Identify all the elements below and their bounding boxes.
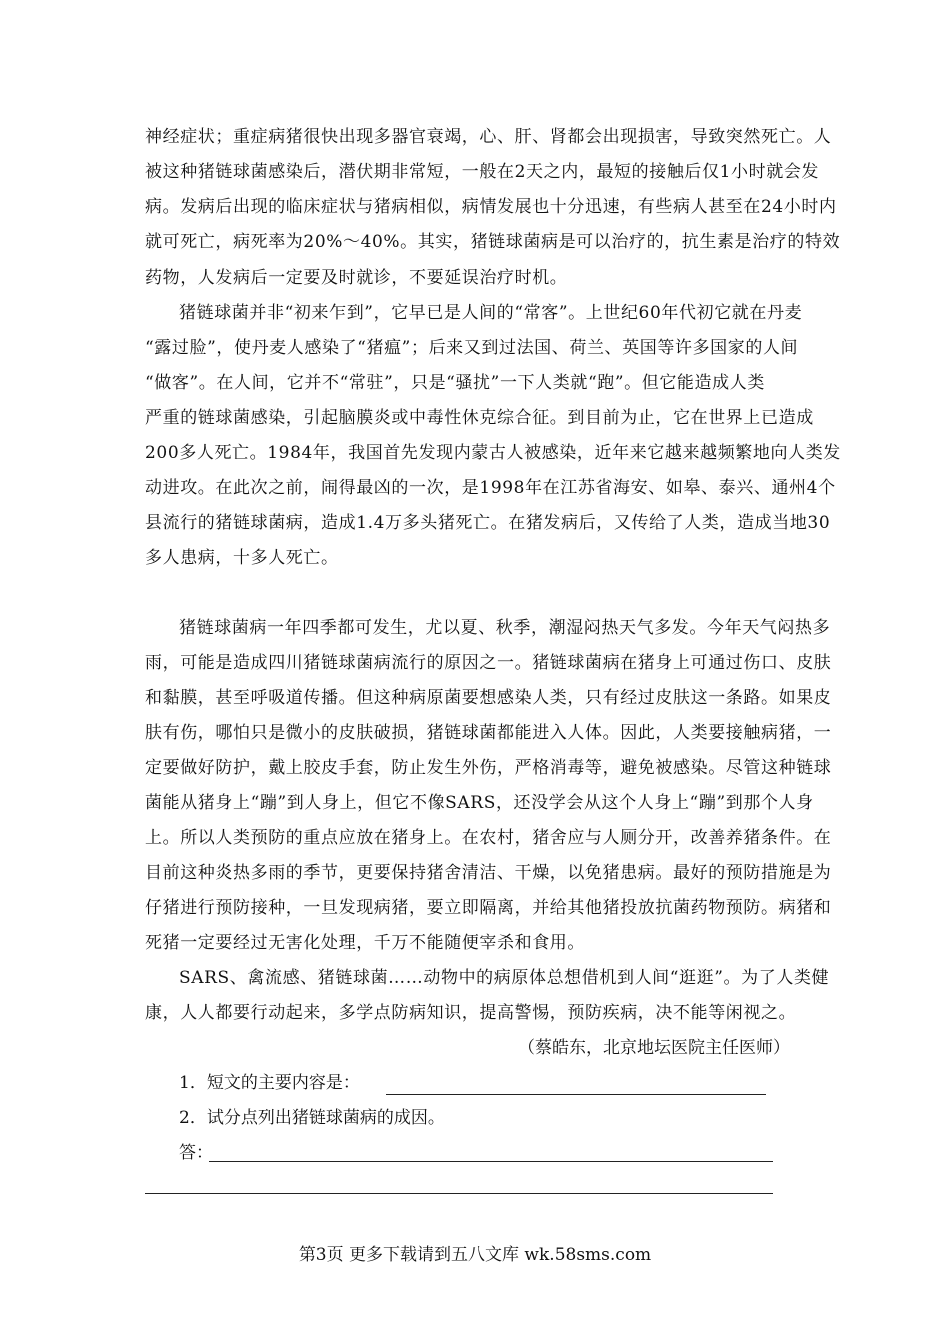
text-line: 康，人人都要行动起来，多学点防病知识，提高警惕，预防疾病，决不能等闲视之。 <box>145 1003 797 1023</box>
text-line: 县流行的猪链球菌病，造成1.4万多头猪死亡。在猪发病后，又传给了人类，造成当地30 <box>145 513 831 533</box>
text-line: 死猪一定要经过无害化处理，千万不能随便宰杀和食用。 <box>145 933 585 953</box>
question-1: 1．短文的主要内容是： <box>179 1073 360 1093</box>
text-line: 和黏膜，甚至呼吸道传播。但这种病原菌要想感染人类，只有经过皮肤这一条路。如果皮 <box>145 688 832 708</box>
answer-blank-line-1[interactable] <box>209 1161 773 1162</box>
text-line: SARS、禽流感、猪链球菌……动物中的病原体总想借机到人间“逛逛”。为了人类健 <box>179 968 830 988</box>
text-line: 肤有伤，哪怕只是微小的皮肤破损，猪链球菌都能进入人体。因此，人类要接触病猪，一 <box>145 723 832 743</box>
text-line: “露过脸”，使丹麦人感染了“猪瘟”；后来又到过法国、荷兰、英国等许多国家的人间 <box>145 338 799 358</box>
text-line: 病。发病后出现的临床症状与猪病相似，病情发展也十分迅速，有些病人甚至在24小时内 <box>145 197 837 217</box>
text-line: 神经症状；重症病猪很快出现多器官衰竭，心、肝、肾都会出现损害，导致突然死亡。人 <box>145 127 832 147</box>
page-footer: 第3页 更多下载请到五八文库 wk.58sms.com <box>298 1245 652 1265</box>
answer-label: 答： <box>179 1143 213 1163</box>
text-line: 目前这种炎热多雨的季节，更要保持猪舍清洁、干燥，以免猪患病。最好的预防措施是为 <box>145 863 832 883</box>
text-line: 就可死亡，病死率为20%～40%。其实，猪链球菌病是可以治疗的，抗生素是治疗的特效 <box>145 232 841 252</box>
text-line: 多人患病，十多人死亡。 <box>145 548 339 568</box>
text-line: 猪链球菌病一年四季都可发生，尤以夏、秋季，潮湿闷热天气多发。今年天气闷热多 <box>179 618 831 638</box>
question-2: 2．试分点列出猪链球菌病的成因。 <box>179 1108 445 1128</box>
text-line: 仔猪进行预防接种，一旦发现病猪，要立即隔离，并给其他猪投放抗菌药物预防。病猪和 <box>145 898 832 918</box>
text-line: 被这种猪链球菌感染后，潜伏期非常短，一般在2天之内，最短的接触后仅1小时就会发 <box>145 162 820 182</box>
answer-blank-q1[interactable] <box>386 1094 766 1095</box>
text-line: 200多人死亡。1984年，我国首先发现内蒙古人被感染，近年来它越来越频繁地向人类发 <box>145 443 841 463</box>
text-line: 动进攻。在此次之前，闹得最凶的一次，是1998年在江苏省海安、如皋、泰兴、通州4个 <box>145 478 836 498</box>
text-line: “做客”。在人间，它并不“常驻”，只是“骚扰”一下人类就“跑”。但它能造成人类 <box>145 373 765 393</box>
text-line: 严重的链球菌感染，引起脑膜炎或中毒性休克综合征。到目前为止，它在世界上已造成 <box>145 408 814 428</box>
answer-blank-line-2[interactable] <box>145 1193 773 1194</box>
author-signature: （蔡皓东，北京地坛医院主任医师） <box>518 1038 790 1058</box>
text-line: 雨，可能是造成四川猪链球菌病流行的原因之一。猪链球菌病在猪身上可通过伤口、皮肤 <box>145 653 832 673</box>
text-line: 药物，人发病后一定要及时就诊，不要延误治疗时机。 <box>145 268 568 288</box>
text-line: 猪链球菌并非“初来乍到”，它早已是人间的“常客”。上世纪60年代初它就在丹麦 <box>179 303 803 323</box>
text-line: 菌能从猪身上“蹦”到人身上，但它不像SARS，还没学会从这个人身上“蹦”到那个人身 <box>145 793 814 813</box>
text-line: 定要做好防护，戴上胶皮手套，防止发生外伤，严格消毒等，避免被感染。尽管这种链球 <box>145 758 832 778</box>
text-line: 上。所以人类预防的重点应放在猪身上。在农村，猪舍应与人厕分开，改善养猪条件。在 <box>145 828 832 848</box>
